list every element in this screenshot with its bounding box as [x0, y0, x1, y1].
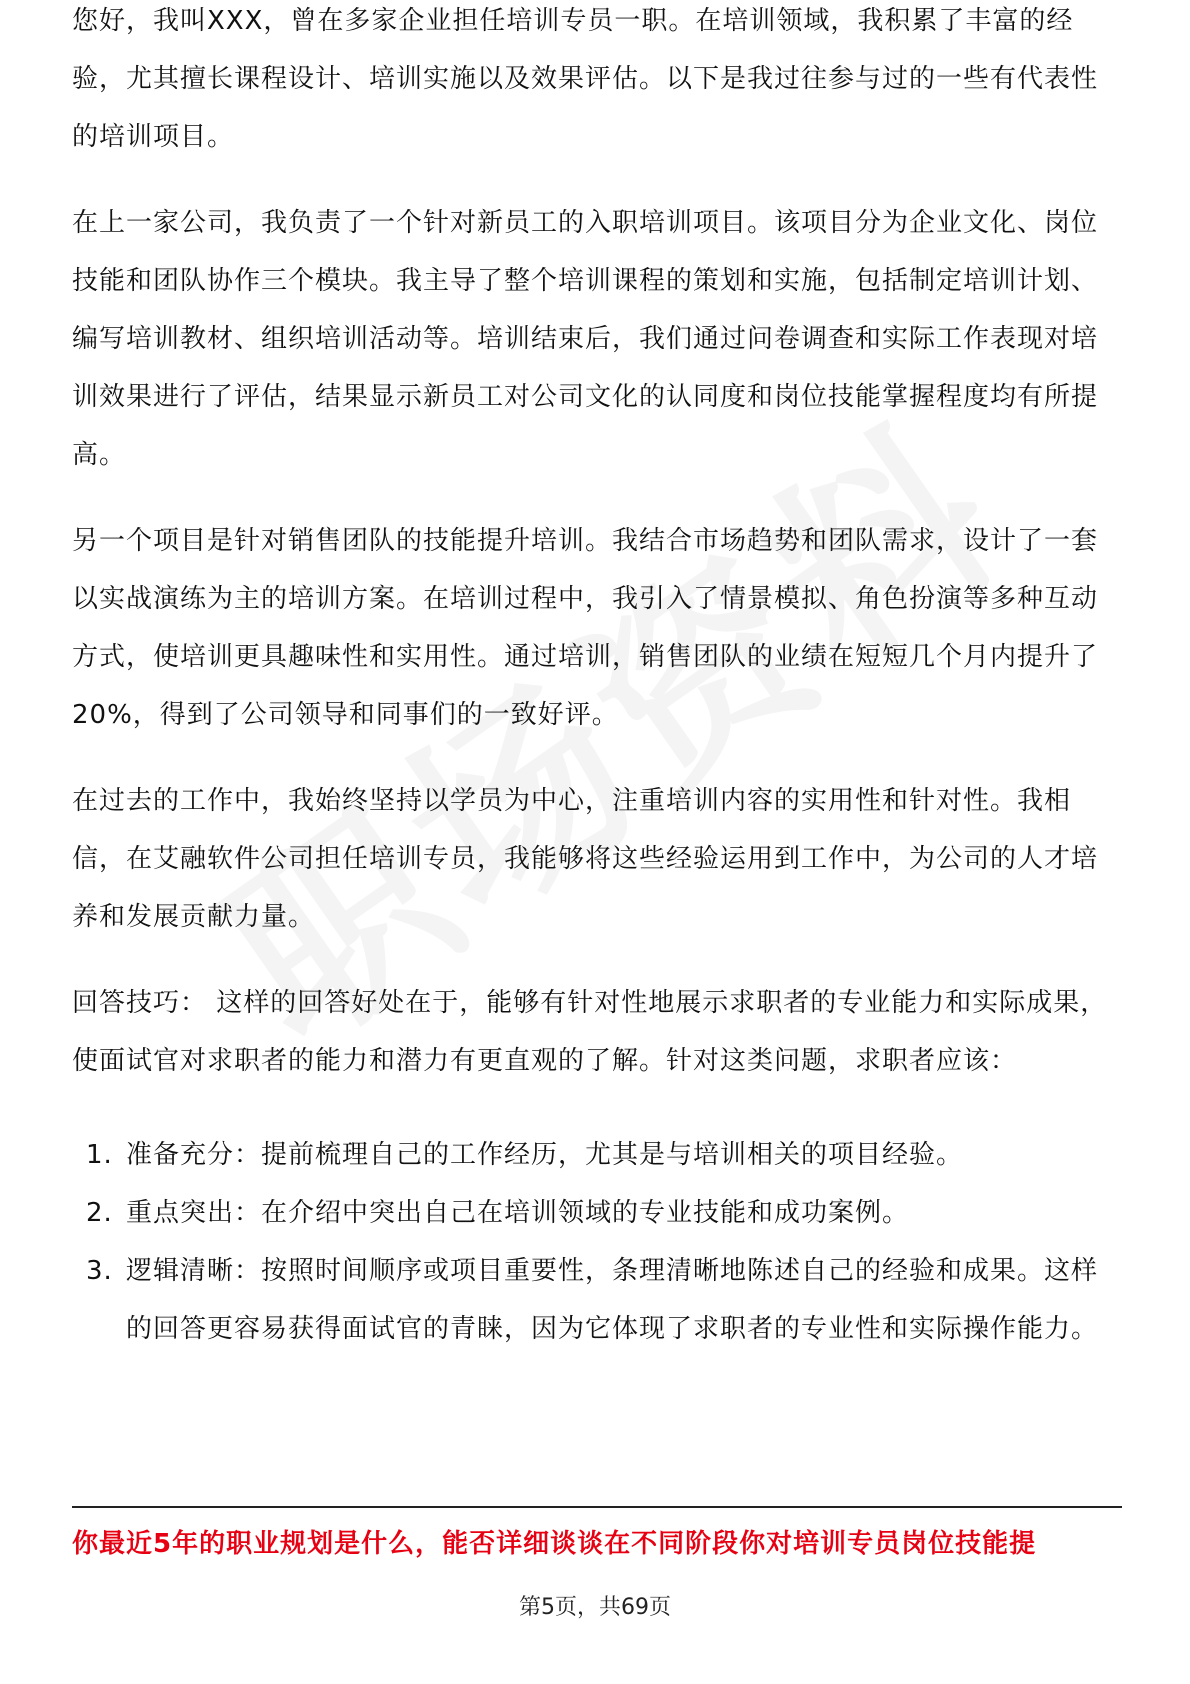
intro-paragraph: 您好，我叫XXX，曾在多家企业担任培训专员一职。在培训领域，我积累了丰富的经验，尤其擅长课程设计、培训实施以及效果评估。以下是我过往参与过的一些有代表性的培训项目。 [72, 6, 1099, 152]
page-number: 第5页，共69页 [519, 1595, 671, 1620]
list-item [72, 1184, 1122, 1242]
section-divider [72, 1506, 1122, 1508]
next-question-heading: 你最近5年的职业规划是什么，能否详细谈谈在不同阶段你对培训专员岗位技能提 [72, 1529, 1037, 1559]
answer-body [72, 6, 1122, 1358]
list-item [72, 1126, 1122, 1184]
project-paragraph-1: 在上一家公司，我负责了一个针对新员工的入职培训项目。该项目分为企业文化、岗位技能和团队协作三个模块。我主导了整个培训课程的策划和实施，包括制定培训计划、编写培训教材、组织培训活动等。培训结束后，我们通过问卷调查和实际工作表现对培训效果进行了评估，结果显示新员工对公司文化的认同度和岗位技能掌握程度均有所提高。 [72, 208, 1099, 470]
answer-tips-paragraph: 回答技巧： 这样的回答好处在于，能够有针对性地展示求职者的专业能力和实际成果，使面试官对求职者的能力和潜力有更直观的了解。针对这类问题，求职者应该： [72, 988, 1108, 1076]
list-number: 2. [86, 1198, 113, 1228]
list-text: 重点突出：在介绍中突出自己在培训领域的专业技能和成功案例。 [126, 1198, 910, 1228]
project-paragraph-2: 另一个项目是针对销售团队的技能提升培训。我结合市场趋势和团队需求，设计了一套以实战演练为主的培训方案。在培训过程中，我引入了情景模拟、角色扮演等多种互动方式，使培训更具趣味性和实用性。通过培训，销售团队的业绩在短短几个月内提升了20%，得到了公司领导和同事们的一致好评。 [72, 526, 1099, 730]
list-text: 逻辑清晰：按照时间顺序或项目重要性，条理清晰地陈述自己的经验和成果。这样的回答更容易获得面试官的青睐，因为它体现了求职者的专业性和实际操作能力。 [126, 1256, 1099, 1344]
list-text: 准备充分：提前梳理自己的工作经历，尤其是与培训相关的项目经验。 [126, 1140, 964, 1170]
summary-paragraph: 在过去的工作中，我始终坚持以学员为中心，注重培训内容的实用性和针对性。我相信，在艾融软件公司担任培训专员，我能够将这些经验运用到工作中，为公司的人才培养和发展贡献力量。 [72, 786, 1099, 932]
tips-list [72, 1126, 1122, 1358]
list-number: 1. [86, 1140, 113, 1170]
list-number: 3. [86, 1256, 113, 1286]
list-item [72, 1242, 1122, 1358]
